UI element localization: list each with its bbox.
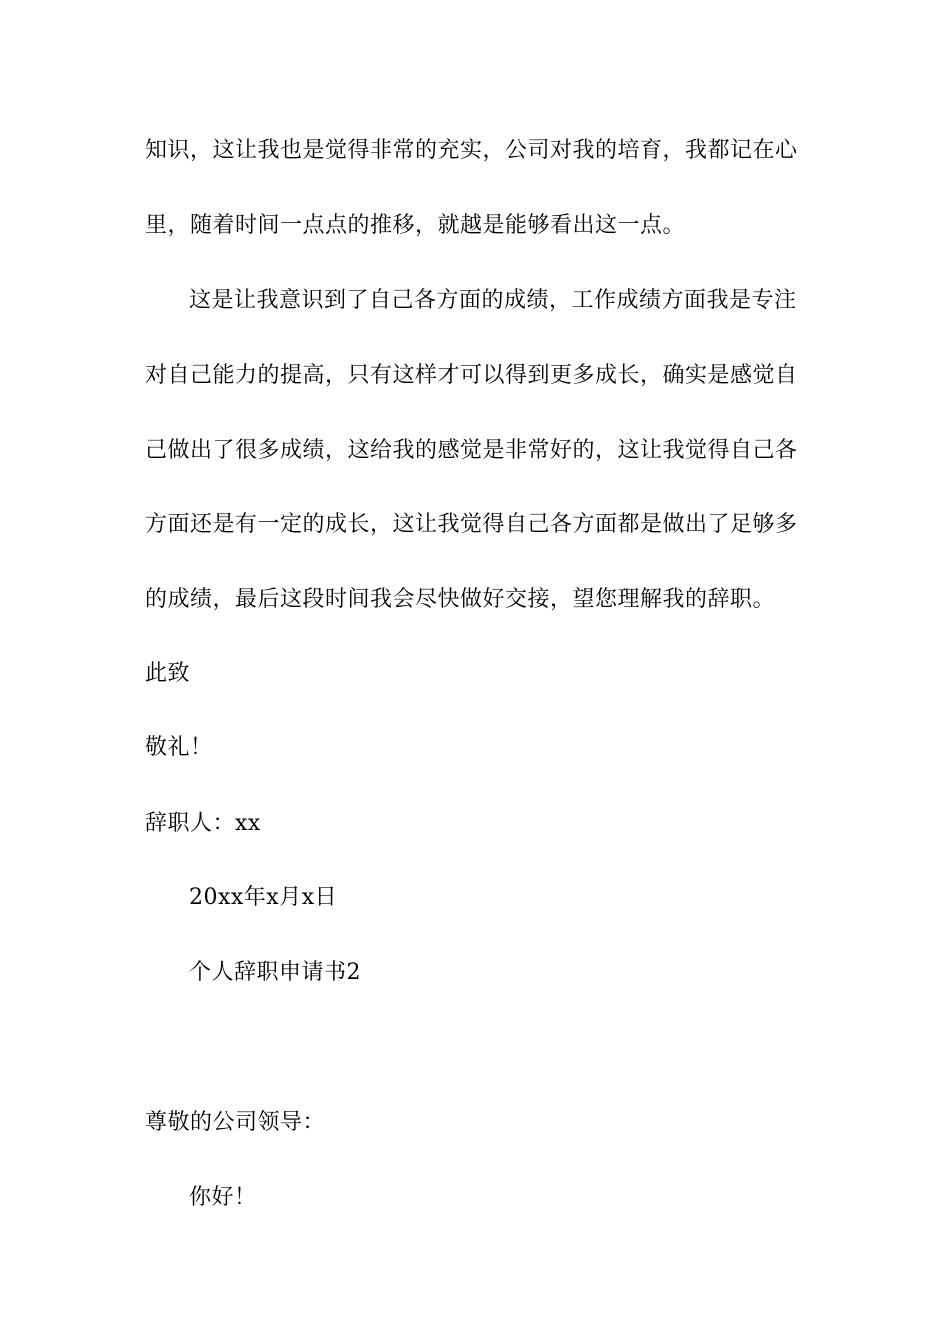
next-document-title: 个人辞职申请书2 (189, 960, 361, 985)
paragraph-1-line-1: 知识，这让我也是觉得非常的充实，公司对我的培育，我都记在心 (145, 138, 798, 163)
paragraph-2-line-5: 的成绩，最后这段时间我会尽快做好交接，望您理解我的辞职。 (145, 587, 776, 612)
paragraph-2-line-2: 对自己能力的提高，只有这样才可以得到更多成长，确实是感觉自 (145, 363, 798, 388)
paragraph-1-line-2: 里，随着时间一点点的推移，就越是能够看出这一点。 (145, 213, 686, 238)
closing-ci-zhi: 此致 (145, 661, 191, 686)
date-line: 20xx年x月x日 (189, 885, 338, 910)
paragraph-2-line-1: 这是让我意识到了自己各方面的成绩，工作成绩方面我是专注 (189, 288, 797, 313)
signature-line: 辞职人：xx (145, 811, 261, 836)
paragraph-2-line-3: 己做出了很多成绩，这给我的感觉是非常好的，这让我觉得自己各 (145, 438, 798, 463)
salutation: 尊敬的公司领导： (145, 1110, 326, 1135)
paragraph-2-line-4: 方面还是有一定的成长，这让我觉得自己各方面都是做出了足够多 (145, 512, 798, 537)
greeting: 你好！ (189, 1185, 257, 1210)
closing-jing-li: 敬礼！ (145, 735, 213, 760)
